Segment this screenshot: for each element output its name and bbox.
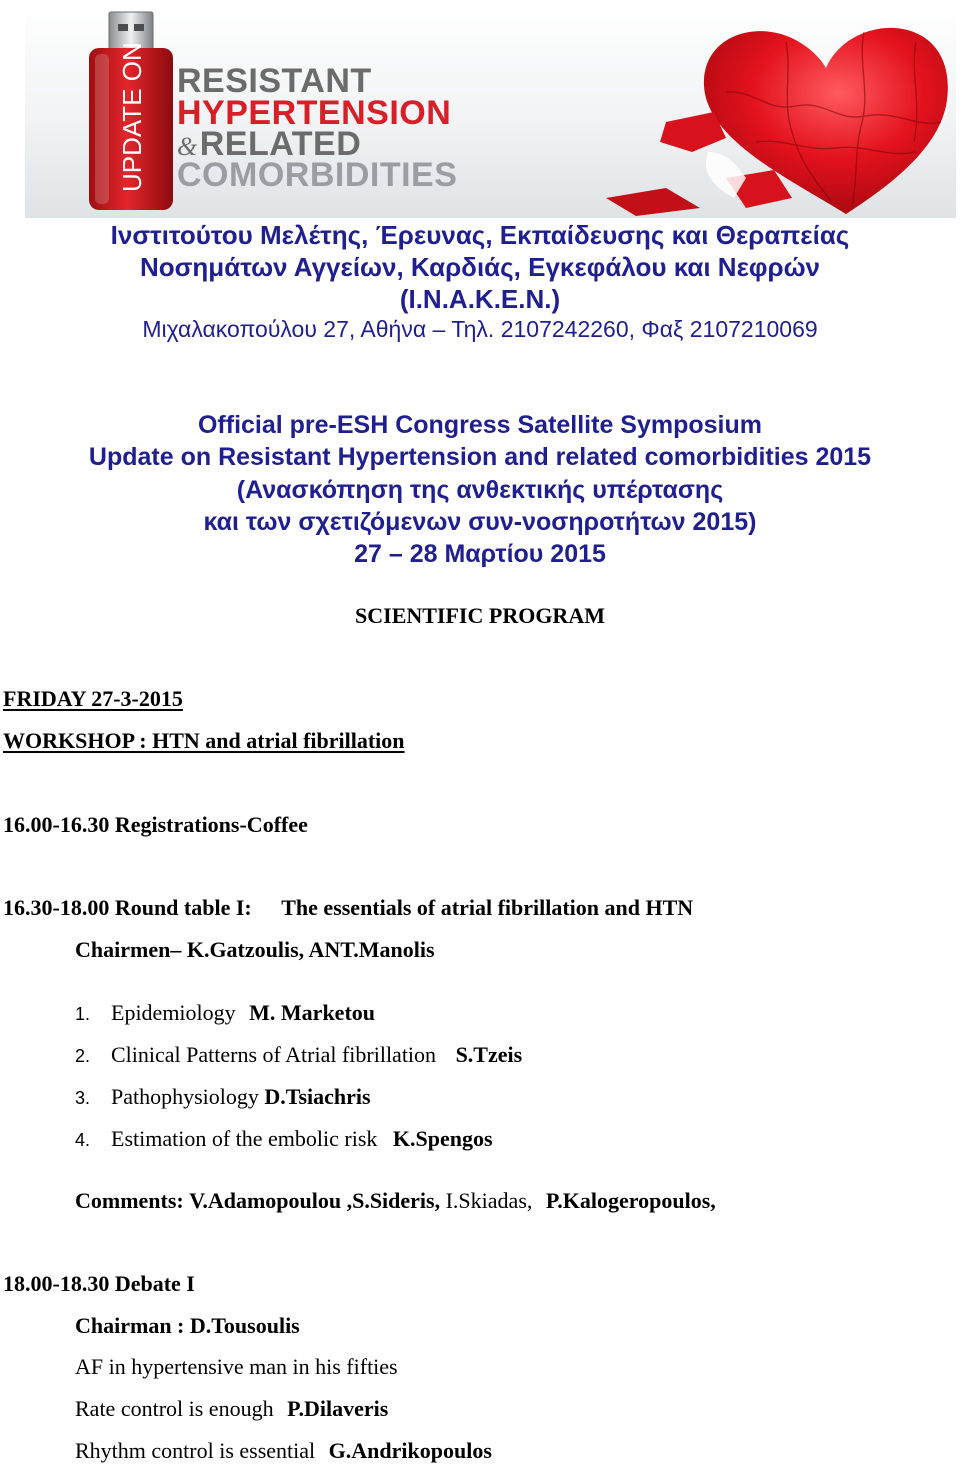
talk-topic: Clinical Patterns of Atrial fibrillation xyxy=(111,1042,437,1067)
usb-drive-icon xyxy=(25,2,185,218)
talk-item xyxy=(75,1002,375,1024)
symposium-line2: Update on Resistant Hypertension and related comorbidities 2015 xyxy=(88,443,872,471)
rate-topic: Rate control is enough xyxy=(75,1396,274,1421)
session3-header: 18.00-18.30 Debate I xyxy=(3,1271,195,1296)
session3-rhythm-control xyxy=(75,1440,492,1462)
banner-line-resistant: RESISTANT xyxy=(177,62,372,100)
talk-speaker: K.Spengos xyxy=(392,1126,493,1151)
rhythm-speaker: G.Andrikopoulos xyxy=(328,1438,492,1463)
rhythm-topic: Rhythm control is essential xyxy=(75,1438,316,1463)
session1 xyxy=(3,814,308,836)
talk-speaker: S.Tzeis xyxy=(455,1042,523,1067)
talk-item xyxy=(75,1128,493,1150)
symposium-dates: 27 – 28 Μαρτίου 2015 xyxy=(354,540,606,568)
session2-comments xyxy=(75,1190,716,1212)
program-title: SCIENTIFIC PROGRAM xyxy=(355,603,605,628)
session1-title: Registrations-Coffee xyxy=(114,812,308,837)
talk-number: 4. xyxy=(75,1130,91,1150)
talk-number: 1. xyxy=(75,1004,91,1024)
session1-time: 16.00-16.30 xyxy=(3,812,110,837)
banner-line-comorbidities: COMORBIDITIES xyxy=(177,156,458,194)
session2-title: Round table I: xyxy=(114,895,252,920)
talk-topic: Estimation of the embolic risk xyxy=(111,1126,378,1151)
institute-address: Μιχαλακοπούλου 27, Αθήνα – Τηλ. 2107242260, Φαξ 2107210069 xyxy=(142,316,818,342)
puzzle-heart-icon xyxy=(596,2,956,218)
workshop-heading: WORKSHOP : HTN and atrial fibrillation xyxy=(3,728,405,753)
talk-item xyxy=(75,1086,371,1108)
day-heading: FRIDAY 27-3-2015 xyxy=(3,686,183,711)
header-banner xyxy=(25,2,956,218)
usb-label: UPDATE ON xyxy=(117,42,147,192)
comments-speakers-c: P.Kalogeropoulos, xyxy=(545,1188,716,1213)
institute-acronym: (I.N.A.K.E.N.) xyxy=(399,284,561,314)
institute-name-line2: Νοσημάτων Αγγείων, Καρδιάς, Εγκεφάλου και Νεφρών xyxy=(139,252,821,282)
talk-speaker: M. Marketou xyxy=(249,1000,376,1025)
rate-speaker: P.Dilaveris xyxy=(287,1396,389,1421)
talk-topic: Pathophysiology xyxy=(111,1084,259,1109)
banner-related-word: RELATED xyxy=(199,125,362,163)
session2-header xyxy=(3,897,693,919)
session3-case: AF in hypertensive man in his fifties xyxy=(75,1354,398,1379)
session2-time: 16.30-18.00 xyxy=(3,895,110,920)
comments-speakers-a: V.Adamopoulou ,S.Sideris, xyxy=(189,1188,441,1213)
talk-number: 3. xyxy=(75,1088,91,1108)
session2-subtitle: The essentials of atrial fibrillation and HTN xyxy=(281,895,694,920)
symposium-line3: (Ανασκόπηση της ανθεκτικής υπέρτασης xyxy=(236,476,724,504)
talk-number: 2. xyxy=(75,1046,91,1066)
talk-speaker: D.Tsiachris xyxy=(264,1084,371,1109)
symposium-line1: Official pre-ESH Congress Satellite Symposium xyxy=(197,411,763,439)
session3-chairman: Chairman : D.Tousoulis xyxy=(75,1313,300,1338)
session2-chairmen: Chairmen– K.Gatzoulis, ANT.Manolis xyxy=(75,937,435,962)
institute-name-line1: Ινστιτούτου Μελέτης, Έρευνας, Εκπαίδευσης και Θεραπείας xyxy=(110,220,850,250)
talk-topic: Epidemiology xyxy=(111,1000,236,1025)
banner-line-hypertension: HYPERTENSION xyxy=(177,94,452,132)
banner-ampersand: & xyxy=(177,132,198,161)
comments-label: Comments: xyxy=(75,1188,184,1213)
comments-speakers-b: I.Skiadas, xyxy=(445,1188,533,1213)
session3-rate-control xyxy=(75,1398,388,1420)
talk-item xyxy=(75,1044,522,1066)
symposium-line4: και των σχετιζόμενων συν-νοσηροτήτων 2015) xyxy=(203,508,757,536)
